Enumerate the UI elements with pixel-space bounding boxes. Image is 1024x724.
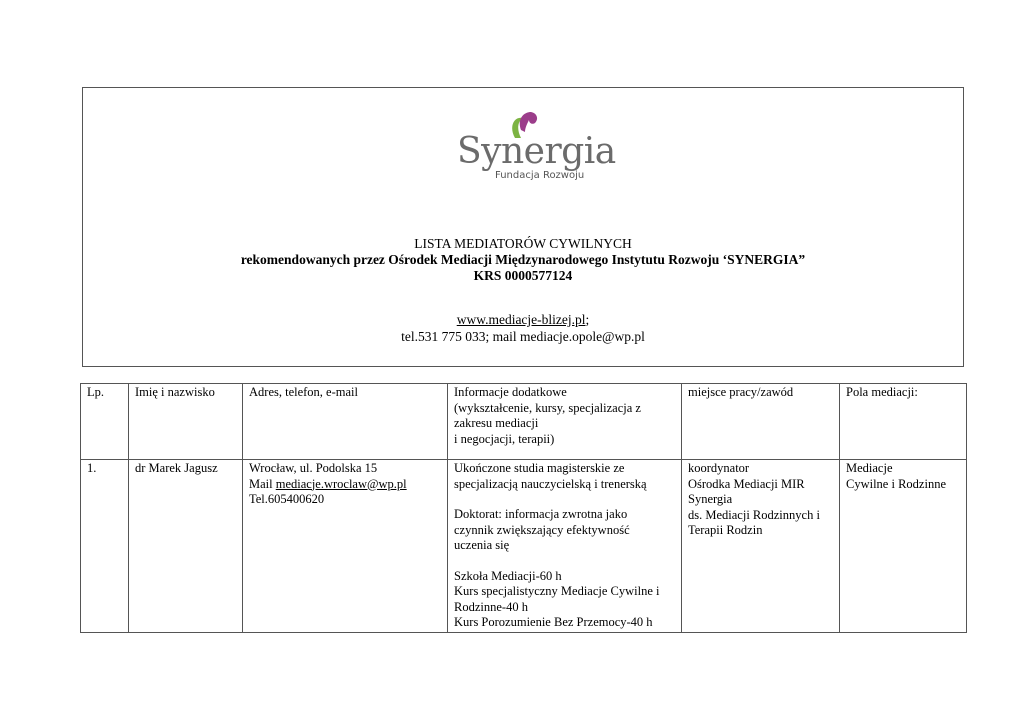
cell-fields: Mediacje Cywilne i Rodzinne [840, 460, 967, 633]
table-row [81, 460, 967, 633]
header-address: Adres, telefon, e-mail [243, 384, 448, 460]
header-lp: Lp. [81, 384, 129, 460]
website-suffix: ; [585, 312, 590, 327]
header-fields: Pola mediacji: [840, 384, 967, 460]
title-line-1: LISTA MEDIATORÓW CYWILNYCH [414, 236, 632, 251]
cell-work: koordynator Ośrodka Mediacji MIR Synergia ds. Mediacji Rodzinnych i Terapii Rodzin [682, 460, 840, 633]
cell-info: Ukończone studia magisterskie ze specjalizacją nauczycielską i trenerską Doktorat: informacja zwrotna jako czynnik zwiększający efektywność uczenia się Szkoła Mediacji-60 h Kurs specjalistyczny Mediacje Cywilne i Rodzinne-40 h Kurs Porozumienie Bez Przemocy-40 h [448, 460, 682, 633]
email-link[interactable]: mediacje.wroclaw@wp.pl [275, 476, 407, 491]
logo-subtitle: Fundacja Rozwoju [495, 170, 585, 181]
cell-address: Wrocław, ul. Podolska 15 Mail mediacje.wroclaw@wp.pl Tel.605400620 [243, 460, 448, 633]
header-name: Imię i nazwisko [129, 384, 243, 460]
cell-lp: 1. [81, 460, 129, 633]
synergia-logo [455, 110, 616, 185]
website-link[interactable]: www.mediacje-blizej.pl [456, 312, 586, 327]
table-header-row [81, 384, 967, 460]
logo-wordmark: Synergia [457, 131, 616, 172]
krs-number: KRS 0000577124 [473, 268, 573, 283]
contact-info: tel.531 775 033; mail mediacje.opole@wp.pl [401, 329, 645, 344]
cell-name: dr Marek Jagusz [129, 460, 243, 633]
header-info: Informacje dodatkowe (wykształcenie, kursy, specjalizacja z zakresu mediacji i negocjacji, terapii) [448, 384, 682, 460]
contact-block [82, 311, 964, 345]
header-work: miejsce pracy/zawód [682, 384, 840, 460]
mediators-table [80, 383, 967, 633]
document-title [82, 236, 964, 284]
title-line-2: rekomendowanych przez Ośrodek Mediacji Międzynarodowego Instytutu Rozwoju ‘SYNERGIA” [240, 252, 806, 267]
